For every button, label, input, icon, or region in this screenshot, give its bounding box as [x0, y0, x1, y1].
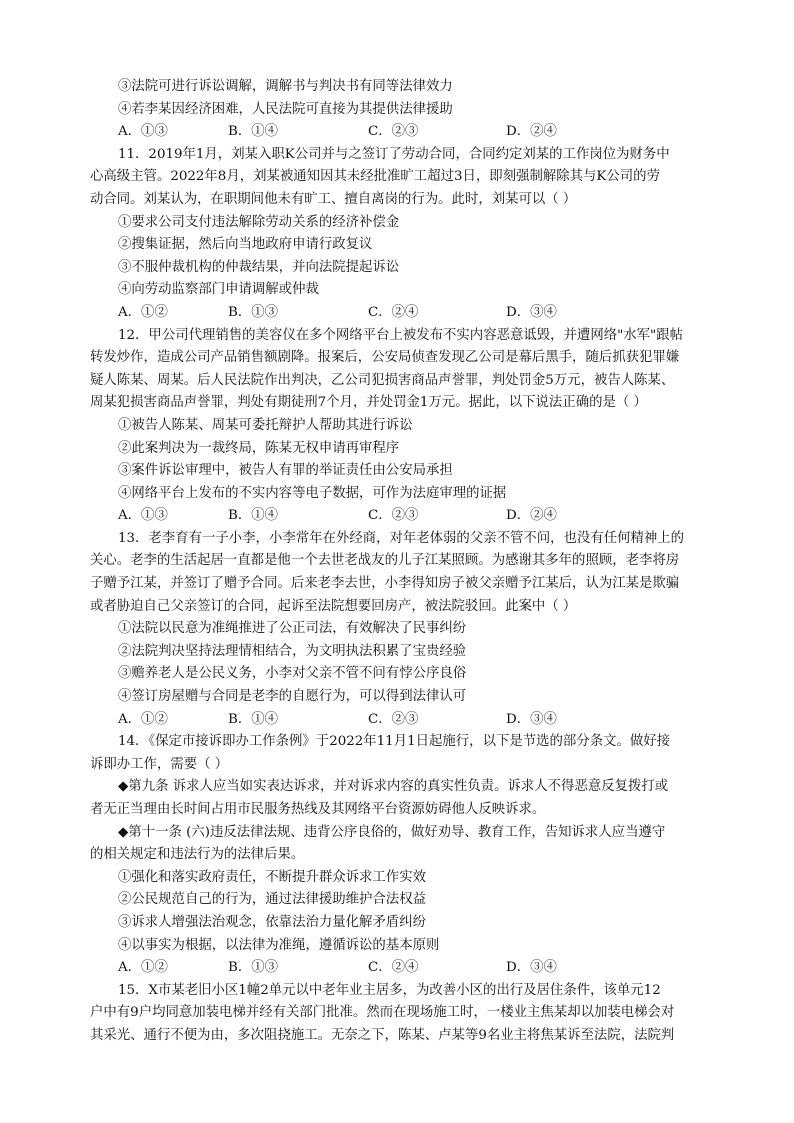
answer-option: C．②④	[368, 960, 419, 976]
question-stem: 14．《保定市接诉即办工作条例》于2022年11月1日起施行，以下是节选的部分条文。做好接	[118, 734, 671, 750]
question-stem: 12．甲公司代理销售的美容仪在多个网络平台上被发布不实内容恶意诋毁，并遭网络"水军"跟帖	[118, 327, 683, 343]
text-line: 的相关规定和违法行为的法律后果。	[90, 847, 305, 863]
answer-option: C．②③	[368, 124, 419, 140]
statement-line: ②此案判决为一裁终局，陈某无权申请再审程序	[118, 440, 400, 456]
statement-line: ③法院可进行诉讼调解，调解书与判决书有同等法律效力	[118, 79, 453, 94]
text-line: 子赠予江某，并签订了赠予合同。后来老李去世，小李得知房子被父亲赠予江某后，认为江某是欺骗	[90, 576, 680, 592]
text-line: 心高级主管。2022年8月，刘某被通知因其未经批准旷工超过3日，即刻强制解除其与K公司的劳	[90, 169, 660, 185]
text-line: 户中有9户均同意加装电梯并经有关部门批准。然而在现场施工时，一楼业主焦某却以加装电梯会对	[90, 1005, 675, 1021]
text-line: 周某犯损害商品声誉罪，判处有期徒刑7个月，并处罚金1万元。据此，以下说法正确的是（ ）	[90, 395, 647, 411]
statement-line: ④网络平台上发布的不实内容等电子数据，可作为法庭审理的证据	[118, 485, 507, 501]
text-line: 或者胁迫自己父亲签订的合同，起诉至法院想要回房产，被法院驳回。此案中（ ）	[90, 598, 577, 614]
answer-option: A．①②	[118, 960, 168, 976]
statement-line: ④签订房屋赠与合同是老李的自愿行为，可以得到法律认可	[118, 689, 467, 705]
answer-option: D．③④	[506, 711, 557, 727]
statement-line: ④以事实为根据，以法律为准绳，遵循诉讼的基本原则	[118, 937, 440, 953]
answer-option: B．①③	[228, 960, 279, 976]
text-line: 动合同。刘某认为，在职期间他未有旷工、擅自离岗的行为。此时，刘某可以（ ）	[90, 191, 577, 207]
statement-line: ①被告人陈某、周某可委托辩护人帮助其进行诉讼	[118, 417, 413, 433]
question-stem: 15．X市某老旧小区1幢2单元以中老年业主居多，为改善小区的出行及居住条件，该单元12	[118, 982, 661, 998]
answer-options	[0, 302, 794, 325]
statement-line: ◆第十一条 (六)违反法律法规、违背公序良俗的，做好劝导、教育工作，告知诉求人应当遵守	[118, 824, 666, 840]
statement-line: ④若李某因经济困难，人民法院可直接为其提供法律援助	[118, 101, 453, 117]
text-line: 诉即办工作，需要（ ）	[90, 756, 229, 772]
text-line: 疑人陈某、周某。后人民法院作出判决，乙公司犯损害商品声誉罪，判处罚金5万元，被告人陈某、	[90, 372, 675, 388]
question-stem: 11．2019年1月，刘某入职K公司并与之签订了劳动合同，合同约定刘某的工作岗位为财务中	[118, 146, 670, 162]
statement-line: ②搜集证据，然后向当地政府申请行政复议	[118, 237, 373, 253]
text-line: 者无正当理由长时间占用市民服务热线及其网络平台资源妨碍他人反映诉求。	[90, 802, 546, 817]
question-body	[0, 76, 794, 1048]
statement-line: ③不服仲裁机构的仲裁结果，并向法院提起诉讼	[118, 259, 400, 275]
question-stem: 13．老李育有一子小李，小李常年在外经商，对年老体弱的父亲不管不问，也没有任何精神上的	[118, 530, 685, 546]
answer-option: A．①②	[118, 304, 168, 320]
answer-options	[0, 957, 794, 980]
answer-option: B．①③	[228, 304, 279, 320]
answer-option: A．①③	[118, 508, 168, 524]
statement-line: ③赡养老人是公民义务，小李对父亲不管不问有悖公序良俗	[118, 666, 467, 682]
statement-line: ①强化和落实政府责任，不断提升群众诉求工作实效	[118, 869, 426, 885]
statement-line: ②法院判决坚持法理情相结合，为文明执法积累了宝贵经验	[118, 643, 467, 659]
answer-option: C．②④	[368, 304, 419, 320]
statement-line: ④向劳动监察部门申请调解或仲裁	[118, 282, 319, 298]
statement-line: ◆第九条 诉求人应当如实表达诉求，并对诉求内容的真实性负责。诉求人不得恶意反复拨打或	[118, 779, 669, 795]
answer-option: B．①④	[228, 711, 279, 727]
statement-line: ③诉求人增强法治观念，依靠法治力量化解矛盾纠纷	[118, 914, 426, 930]
answer-option: C．②③	[368, 508, 419, 524]
answer-option: D．③④	[506, 960, 557, 976]
answer-options	[0, 121, 794, 144]
statement-line: ①要求公司支付违法解除劳动关系的经济补偿金	[118, 214, 400, 230]
statement-line: ②公民规范自己的行为，通过法律援助维护合法权益	[118, 892, 426, 908]
answer-option: D．②④	[506, 508, 557, 524]
statement-line: ①法院以民意为准绳推进了公正司法，有效解决了民事纠纷	[118, 621, 467, 637]
answer-option: A．①②	[118, 711, 168, 727]
answer-option: D．②④	[506, 124, 557, 140]
answer-option: C．②③	[368, 711, 419, 727]
statement-line: ③案件诉讼审理中，被告人有罪的举证责任由公安局承担	[118, 463, 453, 479]
answer-option: B．①④	[228, 124, 279, 140]
answer-option: D．③④	[506, 304, 557, 320]
text-line: 转发炒作，造成公司产品销售额剧降。报案后，公安局侦查发现乙公司是幕后黑手，随后抓获犯罪嫌	[90, 350, 680, 366]
answer-option: B．①④	[228, 508, 279, 524]
answer-options	[0, 709, 794, 732]
text-line: 关心。老李的生活起居一直都是他一个去世老战友的儿子江某照顾。为感谢其多年的照顾，老李将房	[90, 553, 680, 569]
answer-option: A．①③	[118, 124, 168, 140]
answer-options	[0, 505, 794, 528]
text-line: 其采光、通行不便为由，多次阻挠施工。无奈之下，陈某、卢某等9名业主将焦某诉至法院，法院判	[90, 1027, 675, 1043]
